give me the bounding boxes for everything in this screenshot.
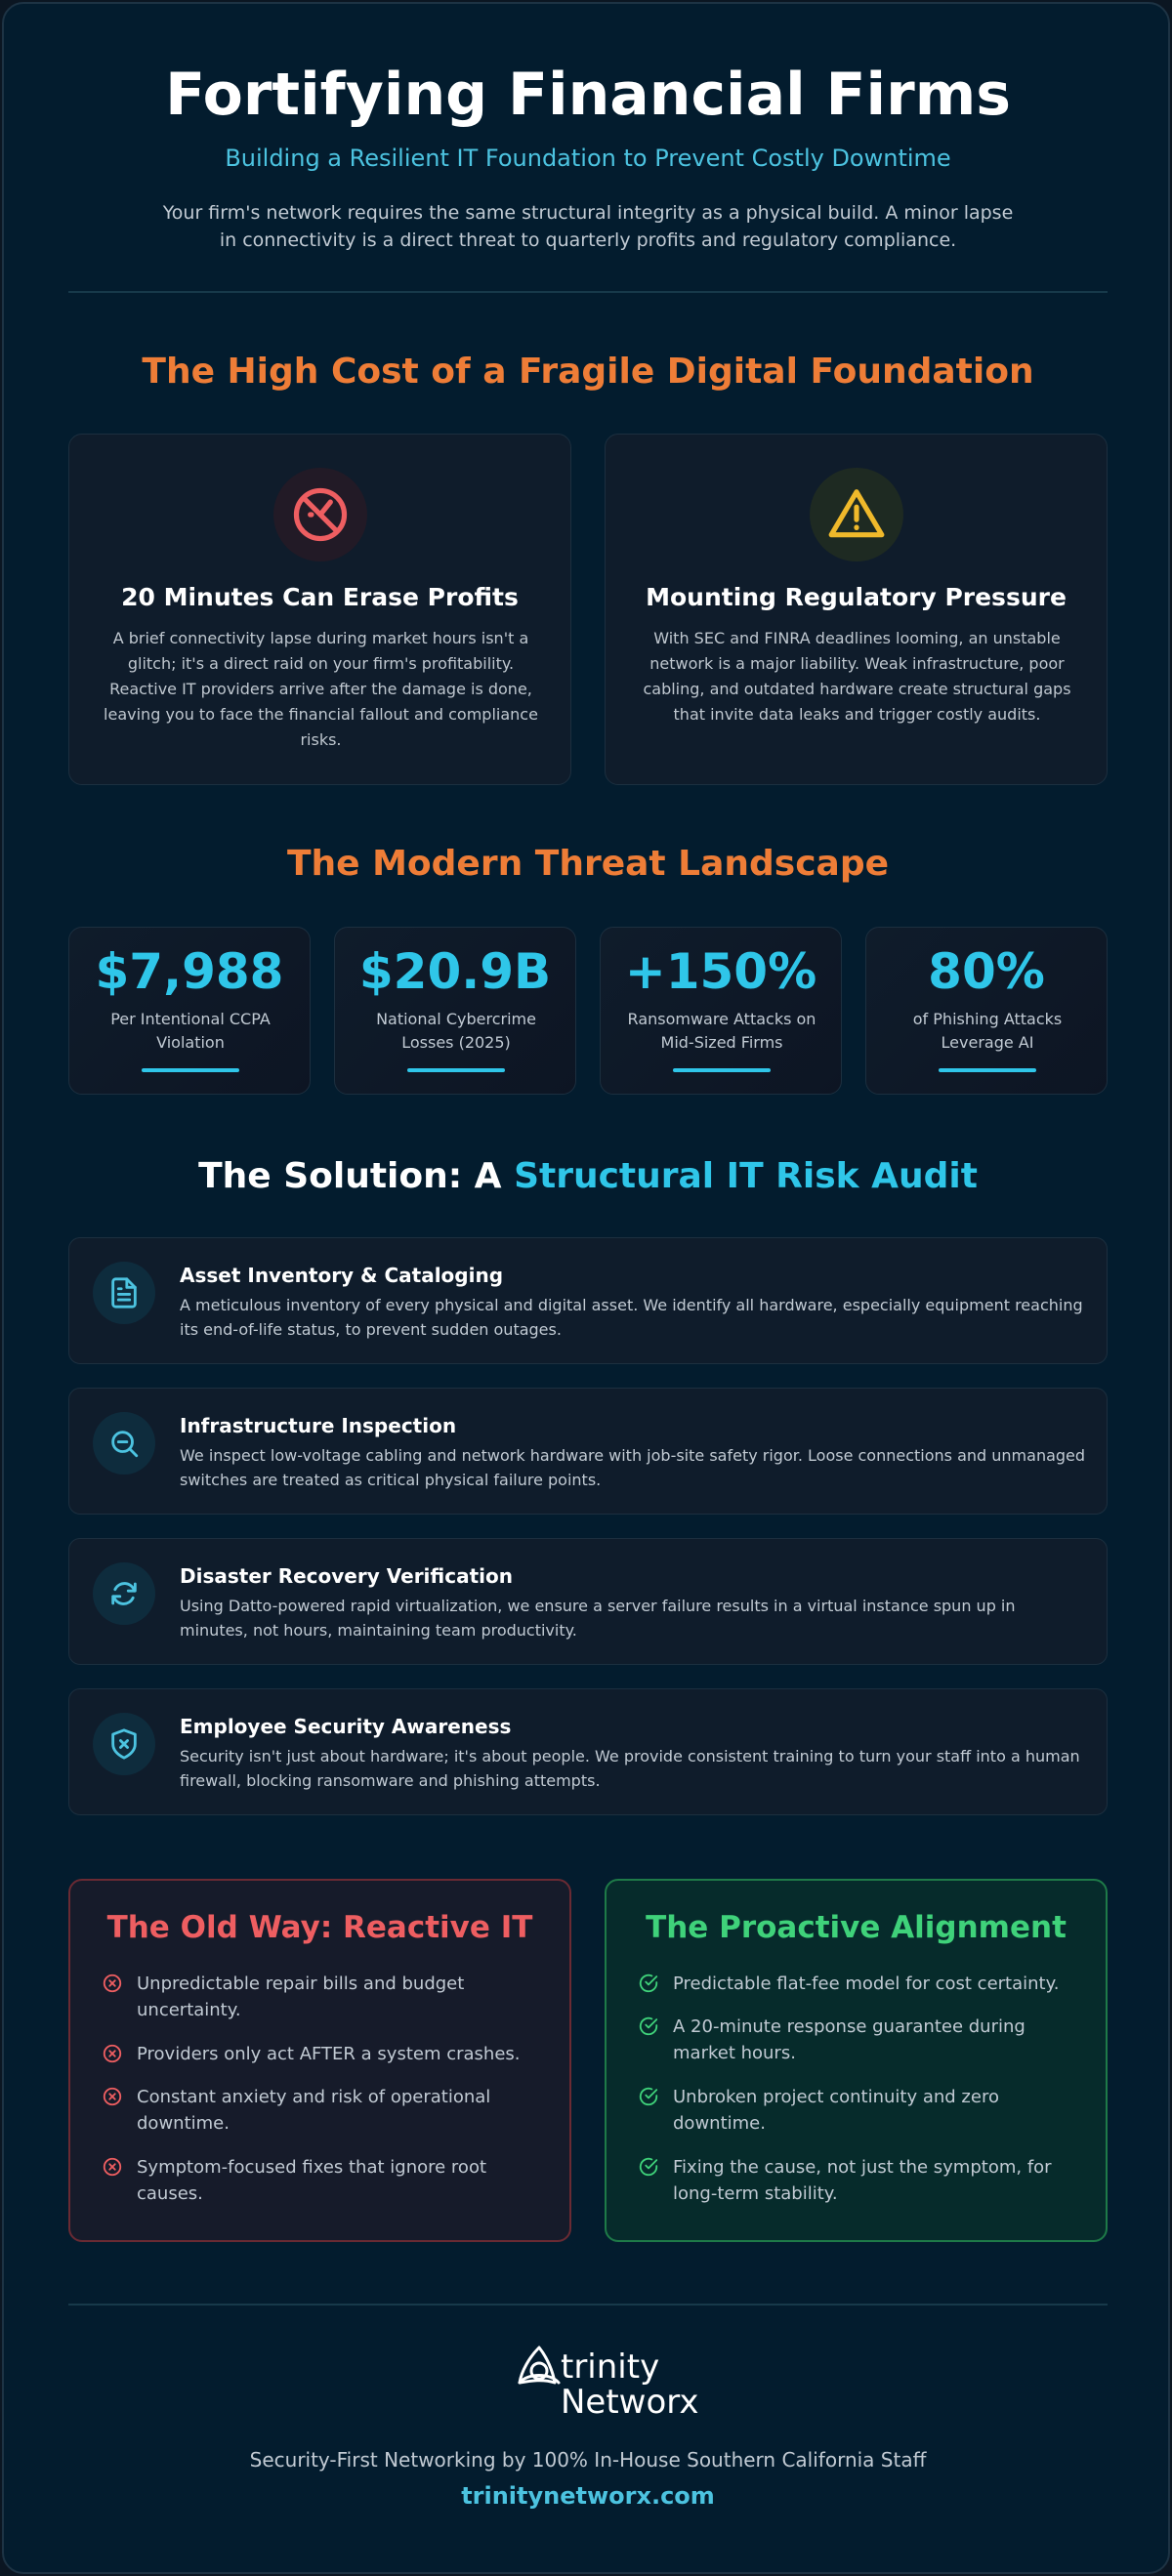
old-way-item-text: Constant anxiety and risk of operational downtime. — [137, 2087, 491, 2134]
old-way-item-text: Providers only act AFTER a system crashes. — [137, 2044, 521, 2064]
stat-accent-bar — [142, 1068, 239, 1072]
stat-label: of Phishing Attacks Leverage AI — [912, 1010, 1063, 1052]
trinity-networx-logo — [512, 2344, 699, 2428]
old-way-item — [102, 1971, 541, 2023]
page-title: Fortifying Financial Firms — [165, 61, 1011, 129]
divider — [68, 291, 1108, 293]
stat-label: National Cybercrime Losses (2025) — [376, 1010, 536, 1052]
proactive-item — [638, 1971, 1077, 1997]
proactive-item-text: Predictable flat-fee model for cost certainty. — [673, 1974, 1060, 1994]
stat-accent-bar — [673, 1068, 771, 1072]
audit-item-body: Using Datto-powered rapid virtualization, we ensure a server failure results in a virtual instance spun up in minutes, not hours, maintaining team productivity. — [180, 1597, 1016, 1640]
website-link[interactable]: trinitynetworx.com — [461, 2482, 715, 2510]
cost-card-profits — [68, 434, 571, 785]
audit-item-body: We inspect low-voltage cabling and network hardware with job-site safety rigor. Loose connections and unmanaged switches are treated as critical physical failure points. — [180, 1446, 1086, 1489]
intro-text: Your firm's network requires the same structural integrity as a physical build. A minor lapse in connectivity is a direct threat to quarterly profits and regulatory compliance. — [162, 202, 1014, 251]
old-way-item-text: Unpredictable repair bills and budget uncertainty. — [137, 1974, 465, 2020]
cost-section-title: The High Cost of a Fragile Digital Foundation — [142, 352, 1034, 392]
stat-accent-bar — [939, 1068, 1036, 1072]
audit-item-heading: Disaster Recovery Verification — [180, 1564, 513, 1588]
audit-item-heading: Infrastructure Inspection — [180, 1414, 457, 1437]
solution-title-highlight: Structural IT Risk Audit — [514, 1156, 978, 1196]
stat-card — [68, 927, 311, 1095]
old-way-title: The Old Way: Reactive IT — [106, 1910, 533, 1945]
speedometer-slash-icon — [273, 468, 367, 561]
audit-item-asset-inventory — [68, 1237, 1108, 1364]
audit-item-body: A meticulous inventory of every physical and digital asset. We identify all hardware, especially equipment reaching its end-of-life status, to prevent sudden outages. — [180, 1296, 1083, 1339]
proactive-item — [638, 2014, 1077, 2066]
proactive-item-text: Unbroken project continuity and zero downtime. — [673, 2087, 999, 2134]
old-way-item — [102, 2041, 541, 2067]
refresh-icon — [93, 1562, 155, 1625]
proactive-item — [638, 2154, 1077, 2207]
stat-value: +150% — [624, 943, 817, 1000]
check-circle-icon — [638, 2156, 659, 2178]
old-way-item — [102, 2154, 541, 2207]
audit-item-infrastructure — [68, 1388, 1108, 1515]
check-circle-icon — [638, 2015, 659, 2037]
logo-text: trinity Networx — [561, 2347, 699, 2422]
proactive-item — [638, 2084, 1077, 2137]
old-way-item-text: Symptom-focused fixes that ignore root causes. — [137, 2157, 487, 2204]
proactive-card — [605, 1879, 1108, 2242]
x-circle-icon — [102, 2156, 123, 2178]
stat-label: Per Intentional CCPA Violation — [110, 1010, 271, 1052]
stat-card — [600, 927, 842, 1095]
stat-value: $7,988 — [95, 943, 284, 1000]
stat-card — [334, 927, 576, 1095]
x-circle-icon — [102, 2043, 123, 2064]
check-circle-icon — [638, 1973, 659, 1994]
check-circle-icon — [638, 2086, 659, 2107]
divider — [68, 2304, 1108, 2306]
stat-value: $20.9B — [358, 943, 552, 1000]
old-way-item — [102, 2084, 541, 2137]
stat-label: Ransomware Attacks on Mid-Sized Firms — [627, 1010, 816, 1052]
warning-triangle-icon — [810, 468, 903, 561]
document-icon — [93, 1262, 155, 1324]
audit-item-body: Security isn't just about hardware; it's about people. We provide consistent training to turn your staff into a human firewall, blocking ransomware and phishing attempts. — [180, 1747, 1080, 1790]
old-way-card — [68, 1879, 571, 2242]
zoom-search-icon — [93, 1412, 155, 1475]
cost-card-heading: 20 Minutes Can Erase Profits — [121, 583, 519, 611]
footer-tagline: Security-First Networking by 100% In-House Southern California Staff — [249, 2448, 927, 2472]
audit-item-heading: Asset Inventory & Cataloging — [180, 1264, 504, 1287]
audit-item-disaster-recovery — [68, 1538, 1108, 1665]
cost-card-heading: Mounting Regulatory Pressure — [646, 583, 1067, 611]
stat-accent-bar — [407, 1068, 505, 1072]
solution-title-prefix: The Solution: A — [198, 1156, 515, 1196]
cost-card-regulatory — [605, 434, 1108, 785]
shield-icon — [93, 1713, 155, 1775]
x-circle-icon — [102, 2086, 123, 2107]
proactive-title: The Proactive Alignment — [646, 1910, 1067, 1945]
audit-item-security-awareness — [68, 1688, 1108, 1815]
threat-section-title: The Modern Threat Landscape — [286, 844, 890, 884]
solution-section-title — [4, 1156, 1170, 1196]
infographic — [2, 2, 1170, 2574]
cost-card-body: With SEC and FINRA deadlines looming, an unstable network is a major liability. Weak infrastructure, poor cabling, and outdated hardware create structural gaps that invite data leaks and trigger costly audits. — [643, 629, 1071, 724]
proactive-item-text: Fixing the cause, not just the symptom, for long-term stability. — [673, 2157, 1052, 2204]
x-circle-icon — [102, 1973, 123, 1994]
audit-item-heading: Employee Security Awareness — [180, 1715, 512, 1738]
stat-value: 80% — [928, 943, 1045, 1000]
proactive-item-text: A 20-minute response guarantee during market hours. — [673, 2016, 1026, 2063]
page-subtitle: Building a Resilient IT Foundation to Prevent Costly Downtime — [225, 145, 951, 172]
cost-card-body: A brief connectivity lapse during market hours isn't a glitch; it's a direct raid on your firm's profitability. Reactive IT providers arrive after the damage is done, leaving you to face the financial fallout and compliance risks. — [104, 629, 538, 749]
stat-card — [865, 927, 1108, 1095]
